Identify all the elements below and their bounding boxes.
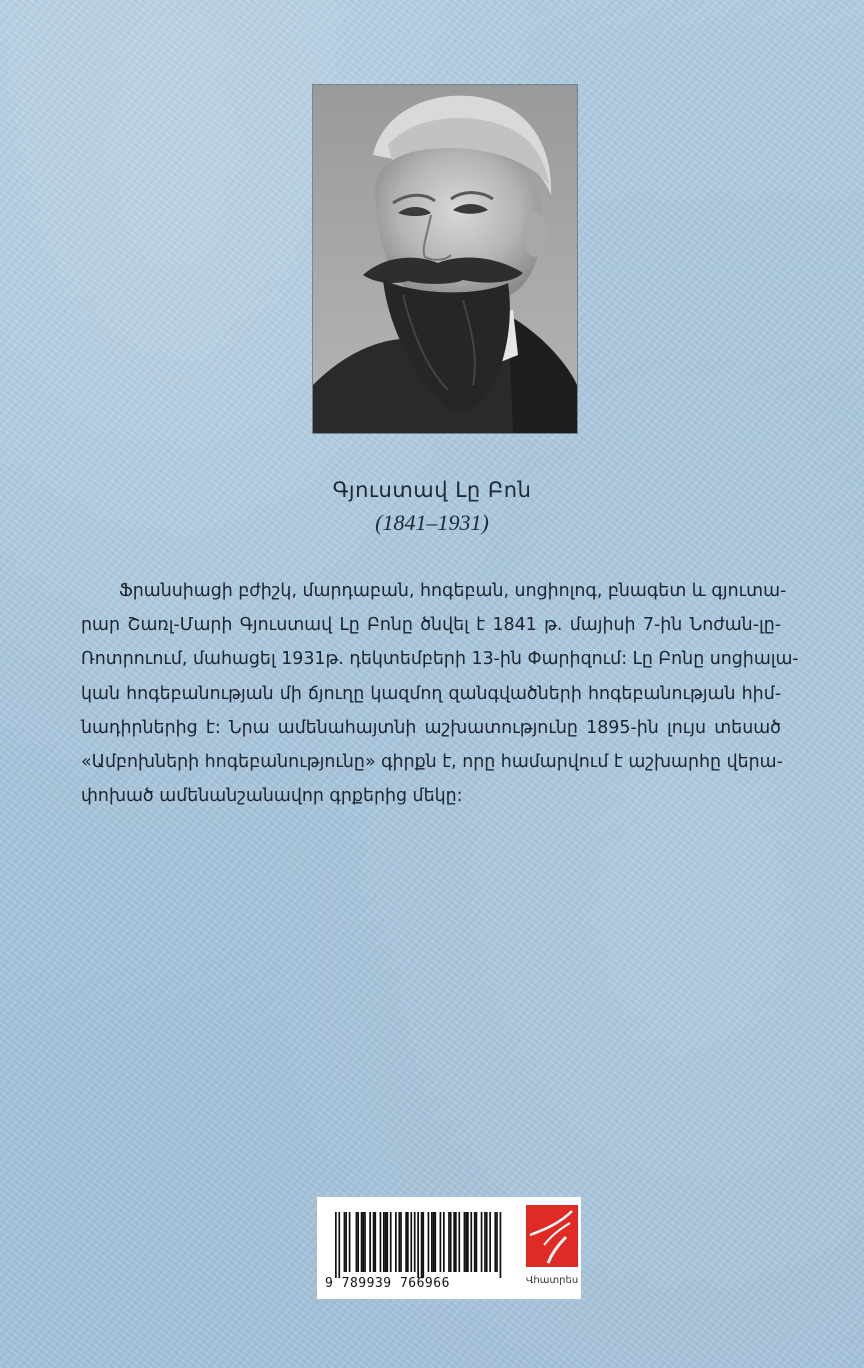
barcode-bar: [494, 1212, 496, 1272]
author-name: Գյուստավ Լը Բոն: [332, 478, 532, 502]
barcode-bar: [335, 1212, 337, 1278]
barcode-bar: [373, 1212, 375, 1272]
barcode-bar: [410, 1212, 412, 1272]
barcode-bar: [455, 1212, 457, 1272]
bio-line: Ռոտրուում, մահացել 1931թ. դեկտեմբերի 13-ին Փարիզում: Լը Բոնը սոցիալա-: [81, 649, 799, 670]
barcode-panel: [317, 1197, 581, 1299]
barcode-bar: [433, 1212, 435, 1272]
bio-line: նադիրներից է: Նրա ամենահայտնի աշխատությունը 1895-ին լույս տեսած: [81, 717, 781, 738]
barcode-bar: [496, 1212, 498, 1272]
bio-line: «Ամբոխների հոգեբանությունը» գիրքն է, որը համարվում է աշխարհը վերա-: [81, 752, 783, 773]
author-portrait-drawing: [313, 85, 577, 433]
author-portrait: [313, 85, 577, 433]
barcode-bar: [470, 1212, 472, 1272]
barcode-bar: [489, 1212, 491, 1272]
barcode-bar: [431, 1212, 433, 1272]
barcode-bar: [428, 1212, 430, 1272]
barcode-bar: [390, 1212, 392, 1272]
barcode-bar: [464, 1212, 466, 1272]
barcode-bar: [500, 1212, 502, 1278]
barcode-bar: [414, 1212, 416, 1272]
barcode-bar: [486, 1212, 488, 1272]
author-biography: [81, 574, 799, 813]
author-years: (1841–1931): [375, 510, 489, 535]
barcode-bar: [405, 1212, 407, 1272]
barcode-bar: [481, 1212, 483, 1272]
isbn-barcode: [335, 1212, 503, 1278]
barcode-bar: [448, 1212, 450, 1272]
barcode-bar: [465, 1212, 467, 1272]
bio-line: Ֆրանսիացի բժիշկ, մարդաբան, հոգեբան, սոցիոլոգ, բնագետ և գյուտա-: [119, 581, 787, 601]
barcode-bar: [421, 1212, 423, 1278]
publisher-logo-icon: [526, 1205, 578, 1267]
isbn-number: 9 789939 766966: [325, 1276, 450, 1291]
bio-line: կան հոգեբանության մի ճյուղը կազմող զանգվածների հոգեբանության հիմ-: [81, 683, 781, 704]
barcode-bar: [400, 1212, 402, 1272]
barcode-bar: [422, 1212, 424, 1278]
barcode-bar: [395, 1212, 397, 1272]
barcode-bar: [467, 1212, 469, 1272]
barcode-bar: [385, 1212, 387, 1272]
barcode-bar: [440, 1212, 442, 1272]
barcode-bar: [453, 1212, 455, 1272]
barcode-bar: [398, 1212, 400, 1272]
barcode-bar: [458, 1212, 460, 1272]
barcode-bar: [361, 1212, 363, 1272]
barcode-bar: [369, 1212, 371, 1272]
barcode-bar: [349, 1212, 351, 1272]
barcode-bar: [443, 1212, 445, 1272]
barcode-bar: [338, 1212, 340, 1278]
barcode-bar: [434, 1212, 436, 1272]
barcode-bar: [364, 1212, 366, 1272]
barcode-bar: [417, 1212, 419, 1278]
bio-line: րար Շառլ-Մարի Գյուստավ Լը Բոնը ծնվել է 1841 թ. մայիսի 7-ին Նոժան-լը-: [81, 615, 781, 636]
barcode-bar: [380, 1212, 382, 1272]
publisher-logo: [526, 1205, 578, 1295]
barcode-bar: [383, 1212, 385, 1272]
barcode-bar: [386, 1212, 388, 1272]
barcode-bar: [357, 1212, 359, 1272]
bio-line: փոխած ամենանշանավոր գրքերից մեկը:: [81, 786, 463, 807]
barcode-bar: [450, 1212, 452, 1272]
barcode-bar: [345, 1212, 347, 1272]
barcode-bar: [484, 1212, 486, 1272]
publisher-name: Վհատրես: [525, 1275, 579, 1286]
barcode-bar: [374, 1212, 376, 1272]
barcode-bar: [476, 1212, 478, 1272]
barcode-bar: [356, 1212, 358, 1272]
barcode-bar: [344, 1212, 346, 1272]
barcode-bar: [474, 1212, 476, 1272]
barcode-bar: [407, 1212, 409, 1272]
barcode-bar: [362, 1212, 364, 1272]
